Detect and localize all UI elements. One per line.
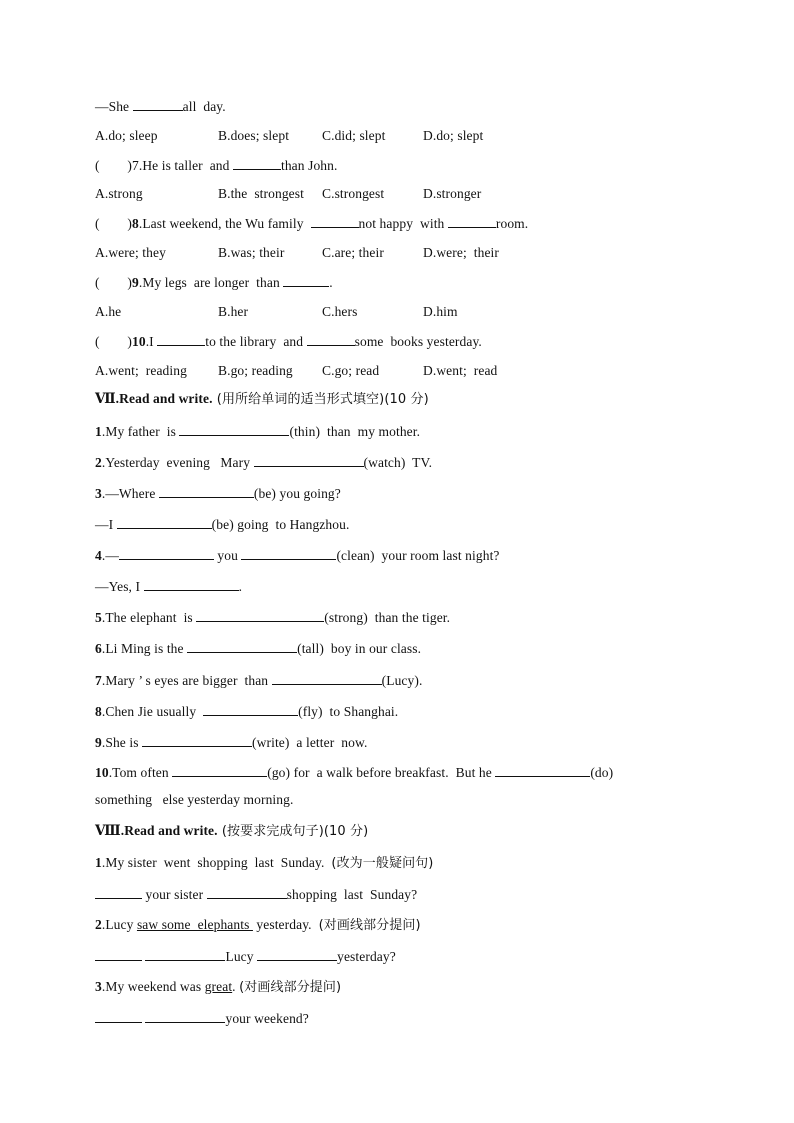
answer-blank[interactable] bbox=[119, 546, 214, 560]
s8-item-2-answer: Lucy yesterday? bbox=[95, 947, 396, 966]
answer-blank[interactable] bbox=[159, 484, 254, 498]
s7-item-8: 8.Chen Jie usually (fly) to Shanghai. bbox=[95, 704, 399, 719]
q7-option-a: A.strong bbox=[95, 186, 143, 201]
s7-item-5: 5.The elephant is (strong) than the tiger. bbox=[95, 610, 451, 625]
q7-stem: ( )7.He is taller and than John. bbox=[95, 158, 338, 173]
s7-item-3-reply: —I (be) going to Hangzhou. bbox=[95, 517, 350, 532]
q10-option-c: C.go; read bbox=[322, 363, 380, 378]
q7-option-d: D.stronger bbox=[423, 186, 482, 201]
answer-blank[interactable] bbox=[187, 639, 297, 653]
answer-blank[interactable] bbox=[448, 214, 496, 228]
q6-option-d: D.do; slept bbox=[423, 128, 484, 143]
answer-blank[interactable] bbox=[133, 97, 183, 111]
answer-blank[interactable] bbox=[241, 546, 336, 560]
answer-blank[interactable] bbox=[196, 608, 324, 622]
section-8-heading: Ⅷ.Read and write. (按要求完成句子)(10 分) bbox=[95, 823, 369, 839]
answer-blank[interactable] bbox=[272, 671, 382, 685]
s7-item-7: 7.Mary ’ s eyes are bigger than (Lucy). bbox=[95, 673, 423, 688]
answer-blank[interactable] bbox=[145, 947, 225, 961]
q6-continuation: —She all day. bbox=[95, 99, 226, 114]
answer-blank[interactable] bbox=[203, 702, 298, 716]
q9-option-d: D.him bbox=[423, 304, 458, 319]
answer-blank[interactable] bbox=[142, 733, 252, 747]
s7-item-10: 10.Tom often (go) for a walk before breakfast. But he (do) bbox=[95, 765, 614, 780]
q6-option-a: A.do; sleep bbox=[95, 128, 158, 143]
answer-blank[interactable] bbox=[95, 885, 142, 899]
s8-item-3: 3.My weekend was great. (对画线部分提问) bbox=[95, 979, 342, 995]
q8-option-c: C.are; their bbox=[322, 245, 384, 260]
answer-blank[interactable] bbox=[283, 273, 329, 287]
q10-option-b: B.go; reading bbox=[218, 363, 293, 378]
s7-item-10-cont: something else yesterday morning. bbox=[95, 792, 294, 807]
answer-blank[interactable] bbox=[145, 1009, 225, 1023]
answer-blank[interactable] bbox=[307, 332, 355, 346]
s7-item-1: 1.My father is (thin) than my mother. bbox=[95, 424, 421, 439]
s7-item-3: 3.—Where (be) you going? bbox=[95, 486, 341, 501]
q8-option-d: D.were; their bbox=[423, 245, 499, 260]
q10-option-d: D.went; read bbox=[423, 363, 498, 378]
q10-option-a: A.went; reading bbox=[95, 363, 187, 378]
q6-option-c: C.did; slept bbox=[322, 128, 386, 143]
answer-blank[interactable] bbox=[172, 763, 267, 777]
s7-item-9: 9.She is (write) a letter now. bbox=[95, 735, 368, 750]
q6-option-b: B.does; slept bbox=[218, 128, 290, 143]
answer-blank[interactable] bbox=[95, 1009, 142, 1023]
answer-blank[interactable] bbox=[117, 515, 212, 529]
s8-item-2: 2.Lucy saw some elephants yesterday. (对画线部分提问) bbox=[95, 917, 421, 933]
s8-item-1: 1.My sister went shopping last Sunday. (改为一般疑问句) bbox=[95, 855, 434, 871]
s7-item-4: 4.— you (clean) your room last night? bbox=[95, 548, 500, 563]
q7-option-c: C.strongest bbox=[322, 186, 385, 201]
section-7-heading: Ⅶ.Read and write. (用所给单词的适当形式填空)(10 分) bbox=[95, 391, 429, 407]
answer-blank[interactable] bbox=[157, 332, 205, 346]
q9-option-b: B.her bbox=[218, 304, 249, 319]
answer-blank[interactable] bbox=[495, 763, 590, 777]
q9-option-c: C.hers bbox=[322, 304, 358, 319]
answer-blank[interactable] bbox=[233, 156, 281, 170]
answer-blank[interactable] bbox=[311, 214, 359, 228]
s7-item-6: 6.Li Ming is the (tall) boy in our class. bbox=[95, 641, 422, 656]
answer-blank[interactable] bbox=[254, 453, 364, 467]
q7-option-b: B.the strongest bbox=[218, 186, 304, 201]
q9-option-a: A.he bbox=[95, 304, 122, 319]
s7-item-4-reply: —Yes, I . bbox=[95, 579, 243, 594]
q9-stem: ( )9.My legs are longer than . bbox=[95, 275, 333, 290]
answer-blank[interactable] bbox=[95, 947, 142, 961]
answer-blank[interactable] bbox=[257, 947, 337, 961]
answer-blank[interactable] bbox=[144, 577, 239, 591]
s8-item-3-answer: your weekend? bbox=[95, 1009, 309, 1028]
q8-stem: ( )8.Last weekend, the Wu family not happy with room. bbox=[95, 216, 529, 231]
answer-blank[interactable] bbox=[179, 422, 289, 436]
s7-item-2: 2.Yesterday evening Mary (watch) TV. bbox=[95, 455, 433, 470]
q10-stem: ( )10.I to the library and some books yesterday. bbox=[95, 334, 482, 349]
q8-option-b: B.was; their bbox=[218, 245, 285, 260]
s8-item-1-answer: your sister shopping last Sunday? bbox=[95, 885, 417, 904]
q8-option-a: A.were; they bbox=[95, 245, 166, 260]
answer-blank[interactable] bbox=[207, 885, 287, 899]
